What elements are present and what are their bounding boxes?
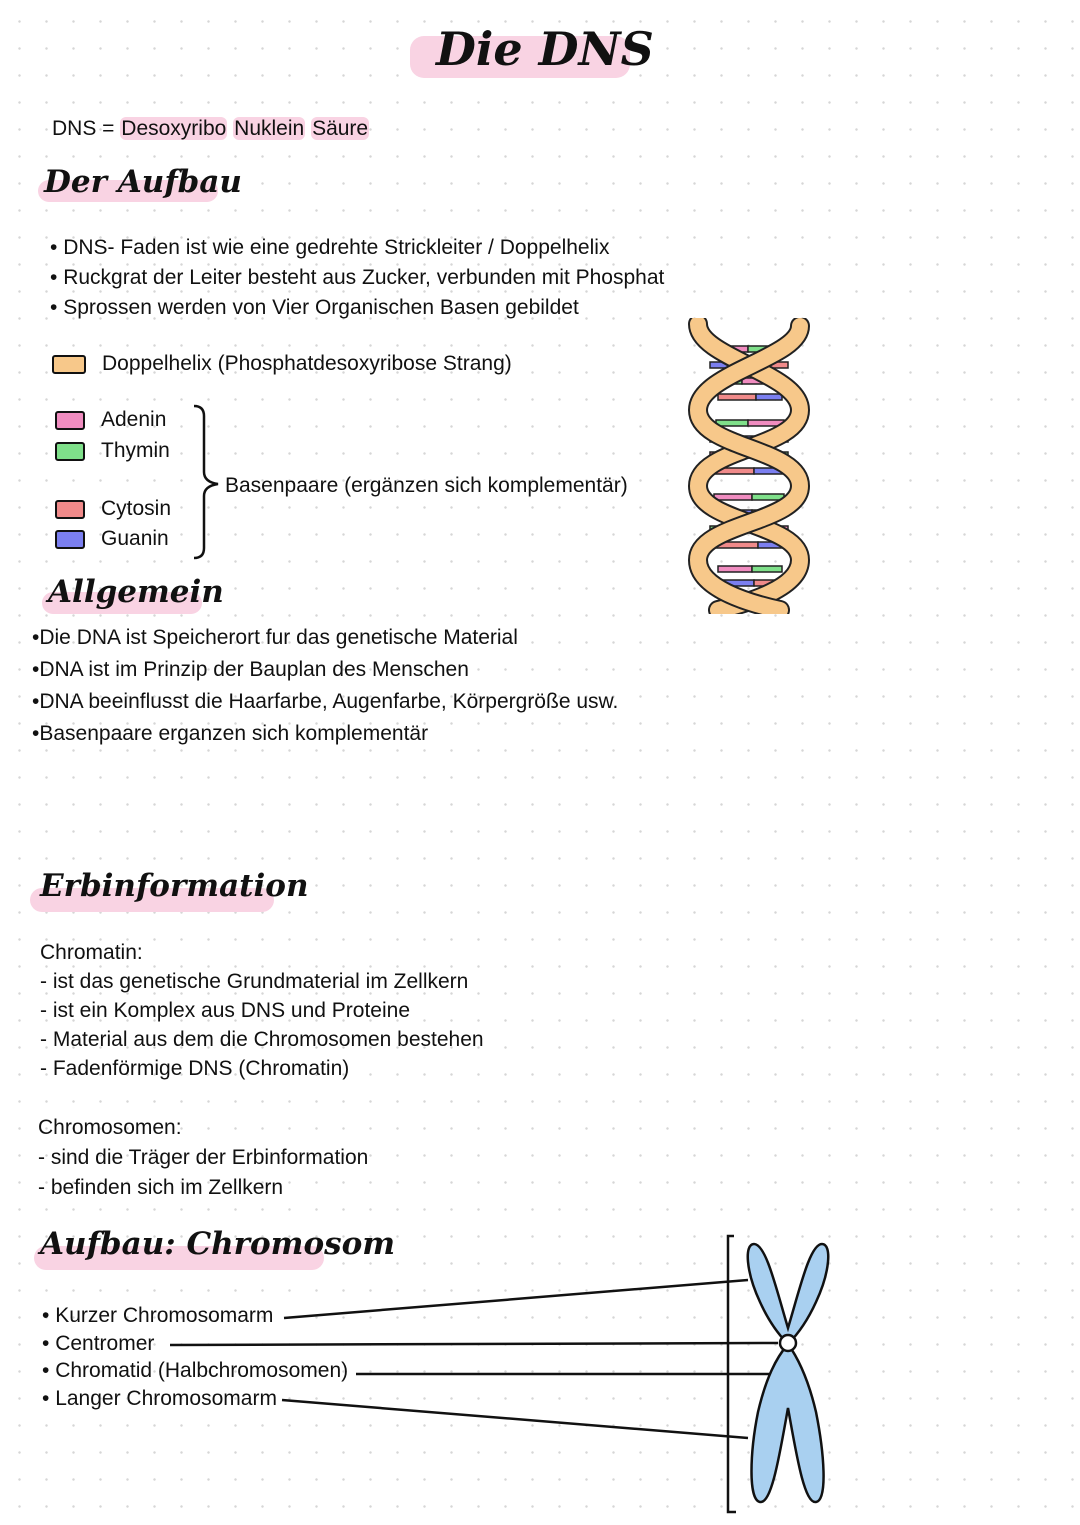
legend-guanin-label: Guanin <box>101 527 169 550</box>
definition-part-nuklein: Nuklein <box>234 117 305 140</box>
aufbau-bullet: • Sprossen werden von Vier Organischen Basen gebildet <box>50 296 579 319</box>
allgemein-item: •Basenpaare erganzen sich komplementär <box>32 722 429 745</box>
chromosomen-item: - sind die Träger der Erbinformation <box>38 1146 369 1169</box>
aufbau-bullet: • Ruckgrat der Leiter besteht aus Zucker, verbunden mit Phosphat <box>50 266 665 289</box>
chromosom-part-centromer: • Centromer <box>42 1331 155 1355</box>
pointer-line-kurzer-arm <box>284 1280 748 1318</box>
definition-part-desoxyribo: Desoxyribo <box>121 117 227 140</box>
chromosom-part-kurzer-arm: • Kurzer Chromosomarm <box>42 1304 274 1327</box>
chromosomen-label: Chromosomen: <box>38 1116 182 1139</box>
allgemein-heading: Allgemein <box>48 574 224 610</box>
pointer-line-langer-arm <box>282 1400 748 1438</box>
chromosomen-item: - befinden sich im Zellkern <box>38 1176 284 1199</box>
allgemein-item: •DNA ist im Prinzip der Bauplan des Menschen <box>32 658 469 681</box>
definition-prefix: DNS = <box>52 117 121 140</box>
legend-adenin-label: Adenin <box>101 408 167 431</box>
legend-cytosin-label: Cytosin <box>101 497 172 520</box>
chromosome-icon <box>724 1232 836 1518</box>
chromatin-item: - Fadenförmige DNS (Chromatin) <box>40 1057 350 1080</box>
aufbau-bullet: • DNS- Faden ist wie eine gedrehte Strickleiter / Doppelhelix <box>50 236 610 259</box>
basenpaare-label: Basenpaare (ergänzen sich komplementär) <box>225 474 628 497</box>
chromosom-heading: Aufbau: Chromosom <box>40 1226 396 1262</box>
chromosom-part-langer-arm: • Langer Chromosomarm <box>42 1386 277 1410</box>
erbinformation-heading: Erbinformation <box>40 868 309 904</box>
chromatin-label: Chromatin: <box>40 941 143 964</box>
chromatin-item: - Material aus dem die Chromosomen bestehen <box>40 1028 484 1051</box>
allgemein-item: •DNA beeinflusst die Haarfarbe, Augenfarbe, Körpergröße usw. <box>32 690 619 713</box>
chromatin-item: - ist ein Komplex aus DNS und Proteine <box>40 999 411 1022</box>
page-title: Die DNS <box>436 22 654 76</box>
legend-helix-label: Doppelhelix (Phosphatdesoxyribose Strang) <box>102 352 512 375</box>
chromatin-item: - ist das genetische Grundmaterial im Zellkern <box>40 970 469 993</box>
definition-part-saeure: Säure <box>312 117 369 140</box>
allgemein-item: •Die DNA ist Speicherort fur das genetische Material <box>32 626 518 649</box>
aufbau-heading: Der Aufbau <box>44 164 242 200</box>
pointer-line-centromer <box>170 1343 778 1345</box>
chromosom-part-chromatid: • Chromatid (Halbchromosomen) <box>42 1359 349 1382</box>
legend-thymin-label: Thymin <box>101 439 170 462</box>
